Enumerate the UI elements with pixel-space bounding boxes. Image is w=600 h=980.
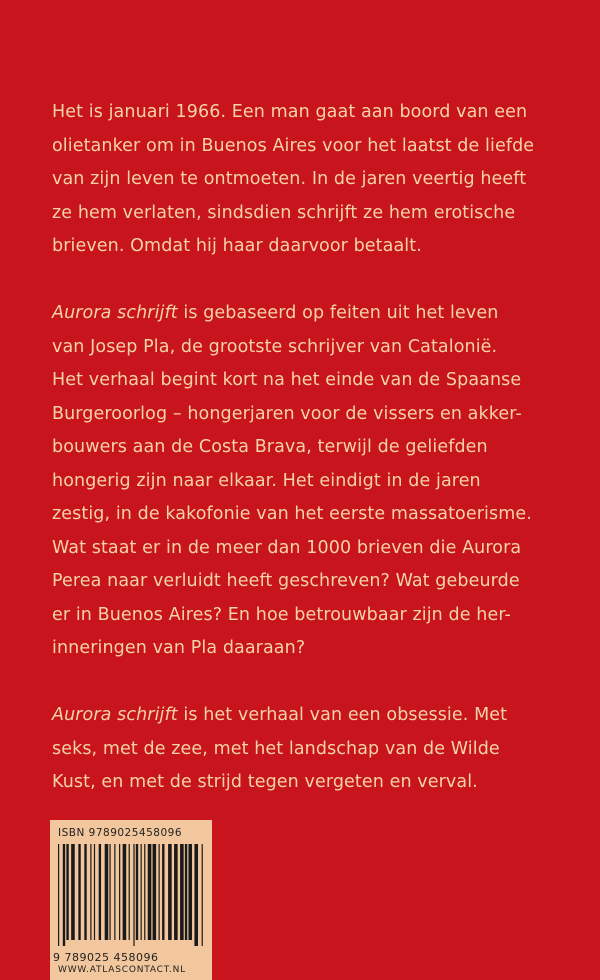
barcode-bar: [188, 844, 192, 940]
text-line: inneringen van Pla daaraan?: [52, 638, 306, 658]
barcode-bar: [133, 844, 134, 946]
book-title-italic: Aurora schrijft: [52, 705, 178, 725]
text-line: [52, 297, 572, 331]
barcode-bar: [99, 844, 101, 940]
book-title-italic: Aurora schrijft: [52, 303, 178, 323]
text-line: Kust, en met de strijd tegen vergeten en verval.: [52, 772, 478, 792]
blurb-paragraph-2: [52, 297, 572, 666]
text-line: Perea naar verluidt heeft geschreven? Wat gebeurde: [52, 571, 520, 591]
barcode-bar: [58, 844, 59, 946]
blurb-paragraph-1: [52, 96, 572, 264]
text-line: van Josep Pla, de grootste schrijver van Catalonië.: [52, 336, 498, 357]
text-line: Het is januari 1966. Een man gaat aan boord van een: [52, 102, 528, 122]
text-line: seks, met de zee, met het landschap van de Wilde: [52, 738, 500, 759]
text-line: ze hem verlaten, sindsdien schrijft ze hem erotische: [52, 202, 516, 223]
barcode-bar: [78, 844, 80, 940]
publisher-url: WWW.ATLASCONTACT.NL: [58, 965, 186, 975]
barcode-bar: [180, 844, 184, 940]
barcode-bar: [123, 844, 127, 940]
text-line: van zijn leven te ontmoeten. In de jaren veertig heeft: [52, 169, 527, 189]
barcode-bar: [66, 844, 68, 940]
text-line: zestig, in de kakofonie van het eerste massatoerisme.: [52, 504, 532, 524]
barcode-graphic: [58, 844, 204, 946]
blurb-text: [52, 96, 572, 833]
barcode-bar: [148, 844, 152, 940]
barcode-bar: [159, 844, 160, 940]
text-line: Wat staat er in de meer dan 1000 brieven die Aurora: [52, 537, 522, 558]
barcode-bar: [63, 844, 65, 946]
isbn-label: ISBN 9789025458096: [58, 827, 183, 839]
barcode-bar: [105, 844, 109, 940]
barcode-bar: [194, 844, 198, 946]
barcode-bar: [94, 844, 95, 940]
barcode-bar: [144, 844, 145, 940]
barcode-bar: [114, 844, 115, 940]
barcode-bar: [153, 844, 157, 940]
barcode-bar: [141, 844, 142, 940]
barcode-bar: [129, 844, 130, 940]
barcode-bar: [119, 844, 120, 940]
barcode-bar: [168, 844, 172, 940]
barcode-bar: [90, 844, 91, 940]
blurb-paragraph-3: [52, 699, 572, 800]
barcode-bar: [136, 844, 138, 940]
text-fragment: is het verhaal van een obsessie. Met: [177, 705, 508, 725]
barcode-bar: [185, 844, 187, 940]
barcode-bar: [71, 844, 75, 940]
barcode-bar: [162, 844, 164, 940]
text-fragment: is gebaseerd op feiten uit het leven: [177, 303, 499, 323]
text-line: olietanker om in Buenos Aires voor het laatst de liefde: [52, 135, 535, 156]
text-line: [52, 699, 572, 733]
text-line: Het verhaal begint kort na het einde van de Spaanse: [52, 370, 522, 390]
barcode-bar: [109, 844, 110, 940]
barcode-digits: 9 789025 458096: [53, 951, 159, 964]
barcode-bar: [174, 844, 178, 940]
barcode-bar: [84, 844, 86, 940]
text-line: hongerig zijn naar elkaar. Het eindigt in de jaren: [52, 470, 481, 491]
barcode-bar: [202, 844, 203, 946]
text-line: bouwers aan de Costa Brava, terwijl de geliefden: [52, 437, 488, 457]
barcode-box: [50, 820, 212, 980]
text-line: brieven. Omdat hij haar daarvoor betaalt.: [52, 236, 422, 256]
text-line: er in Buenos Aires? En hoe betrouwbaar zijn de her-: [52, 604, 511, 625]
text-line: Burgeroorlog – hongerjaren voor de vissers en akker-: [52, 403, 522, 424]
